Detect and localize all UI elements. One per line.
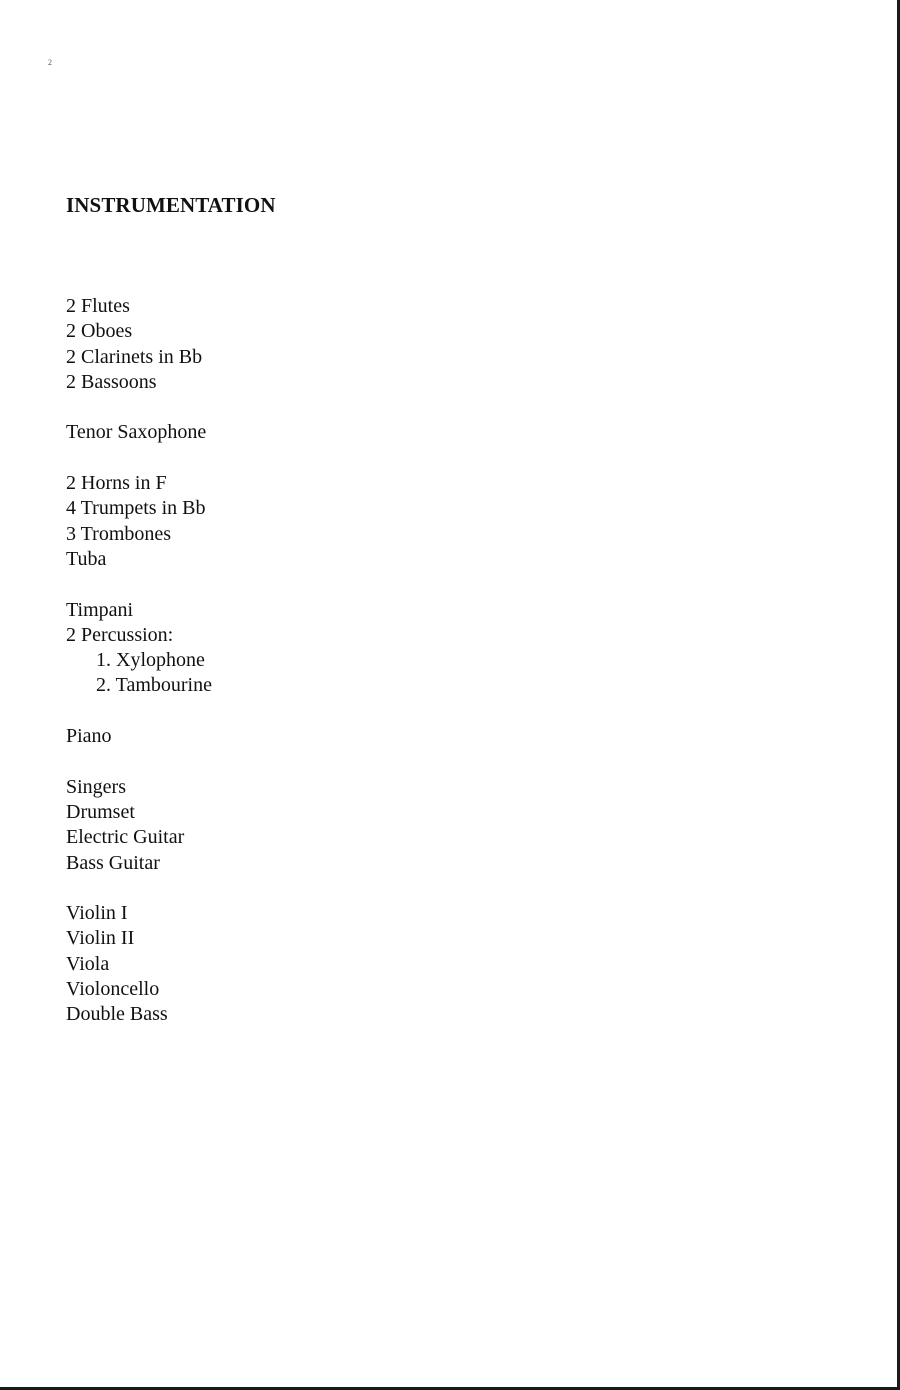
instrument-item: Violin II: [66, 927, 135, 950]
instrument-item: Timpani: [66, 598, 134, 621]
instrument-item: Singers: [66, 775, 126, 798]
instrument-item: 2 Percussion:: [66, 623, 174, 646]
instrument-item: Violin I: [66, 902, 128, 925]
page-number: 2: [48, 58, 52, 67]
instrument-item: 4 Trumpets in Bb: [66, 497, 206, 520]
instrument-item: Electric Guitar: [66, 826, 185, 849]
instrument-item: 2 Horns in F: [66, 472, 167, 495]
instrument-item: Tenor Saxophone: [66, 421, 207, 444]
instrument-group: [66, 724, 566, 749]
instrument-item: 2 Oboes: [66, 320, 133, 343]
instrument-group: [66, 598, 566, 699]
instrument-item: Tuba: [66, 547, 107, 570]
instrument-item: 2 Flutes: [66, 295, 130, 317]
instrument-item: Drumset: [66, 800, 135, 823]
instrument-subitem: 2. Tambourine: [96, 674, 212, 697]
instrument-group: [66, 420, 566, 445]
instrument-item: 3 Trombones: [66, 522, 172, 545]
instrument-item: Double Bass: [66, 1003, 168, 1026]
instrument-list: [66, 294, 566, 1053]
instrument-group: [66, 901, 566, 1027]
instrument-item: 2 Clarinets in Bb: [66, 345, 203, 368]
instrument-item: Viola: [66, 952, 110, 975]
instrument-item: Piano: [66, 725, 112, 748]
instrument-item: Violoncello: [66, 978, 160, 1001]
instrument-subitem: 1. Xylophone: [96, 649, 205, 672]
instrument-group: [66, 775, 566, 876]
instrument-item: 2 Bassoons: [66, 370, 157, 393]
page-title: INSTRUMENTATION: [66, 193, 276, 217]
instrument-group: [66, 471, 566, 572]
instrument-item: Bass Guitar: [66, 851, 160, 874]
instrument-group: [66, 294, 566, 395]
